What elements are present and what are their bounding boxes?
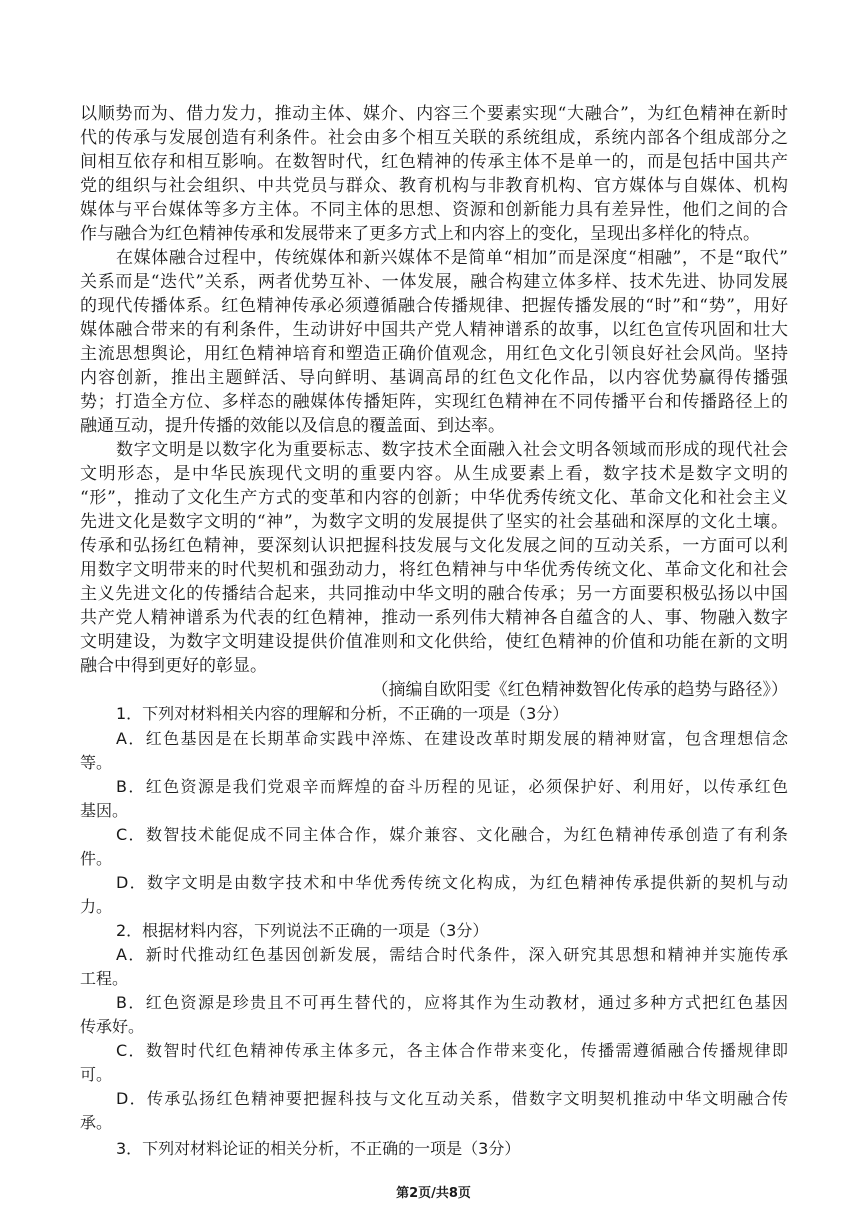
source-citation: （摘编自欧阳雯《红色精神数智化传承的趋势与路径》） <box>371 680 788 700</box>
passage-line: “形”，推动了文化生产方式的变革和内容的创新；中华优秀传统文化、革命文化和社会主义 <box>80 488 788 508</box>
passage-line: 媒体融合带来的有利条件，生动讲好中国共产党人精神谱系的故事，以红色宣传巩固和壮大 <box>80 320 788 340</box>
passage-line: 数字文明是以数字化为重要标志、数字技术全面融入社会文明各领域而形成的现代社会 <box>116 440 788 460</box>
passage-line: 关系而是“迭代”关系，两者优势互补、一体发展，融合构建立体多样、技术先进、协同发展 <box>80 272 788 292</box>
passage-line: 内容创新，推出主题鲜活、导向鲜明、基调高昂的红色文化作品，以内容优势赢得传播强 <box>80 368 788 388</box>
option-line: B．红色资源是我们党艰辛而辉煌的奋斗历程的见证，必须保护好、利用好，以传承红色 <box>116 777 788 796</box>
option-line: 件。 <box>80 849 113 868</box>
option-line: A．新时代推动红色基因创新发展，需结合时代条件，深入研究其思想和精神并实施传承 <box>116 945 788 964</box>
option-line: 基因。 <box>80 801 129 820</box>
passage-line: 融合中得到更好的彰显。 <box>80 656 267 676</box>
passage-line: 间相互依存和相互影响。在数智时代，红色精神的传承主体不是单一的，而是包括中国共产 <box>80 152 788 172</box>
option-line: A．红色基因是在长期革命实践中淬炼、在建设改革时期发展的精神财富，包含理想信念 <box>116 729 788 748</box>
passage-line: 在媒体融合过程中，传统媒体和新兴媒体不是简单“相加”而是深度“相融”，不是“取代” <box>116 248 788 268</box>
passage-line: 主流思想舆论，用红色精神培育和塑造正确价值观念，用红色文化引领良好社会风尚。坚持 <box>80 344 788 364</box>
option-line: 等。 <box>80 753 113 772</box>
option-line: 承。 <box>80 1113 113 1132</box>
passage-line: 用数字文明带来的时代契机和强劲动力，将红色精神与中华优秀传统文化、革命文化和社会 <box>80 560 788 580</box>
passage-line: 代的传承与发展创造有利条件。社会由多个相互关联的系统组成，系统内部各个组成部分之 <box>80 128 788 148</box>
option-line: C．数智时代红色精神传承主体多元，各主体合作带来变化，传播需遵循融合传播规律即 <box>116 1041 788 1060</box>
passage-line: 传承和弘扬红色精神，要深刻认识把握科技发展与文化发展之间的互动关系，一方面可以利 <box>80 536 788 556</box>
option-line: 工程。 <box>80 969 129 988</box>
page-number: 第2页/共8页 <box>396 1186 471 1201</box>
question-stem: 2．根据材料内容，下列说法不正确的一项是（3分） <box>116 921 489 940</box>
option-line: 可。 <box>80 1065 113 1084</box>
question-stem: 3．下列对材料论证的相关分析，不正确的一项是（3分） <box>116 1139 521 1158</box>
option-line: 传承好。 <box>80 1017 145 1036</box>
passage-line: 的现代传播体系。红色精神传承必须遵循融合传播规律、把握传播发展的“时”和“势”，用好 <box>80 296 788 316</box>
option-line: 力。 <box>80 897 113 916</box>
option-line: D．数字文明是由数字技术和中华优秀传统文化构成，为红色精神传承提供新的契机与动 <box>116 873 788 892</box>
passage-line: 势；打造全方位、多样态的融媒体传播矩阵，实现红色精神在不同传播平台和传播路径上的 <box>80 392 788 412</box>
passage-line: 先进文化是数字文明的“神”，为数字文明的发展提供了坚实的社会基础和深厚的文化土壤。 <box>80 512 788 532</box>
passage-line: 文明建设，为数字文明建设提供价值准则和文化供给，使红色精神的价值和功能在新的文明 <box>80 632 788 652</box>
passage-line: 媒体与平台媒体等多方主体。不同主体的思想、资源和创新能力具有差异性，他们之间的合 <box>80 200 788 220</box>
option-line: D．传承弘扬红色精神要把握科技与文化互动关系，借数字文明契机推动中华文明融合传 <box>116 1089 788 1108</box>
passage-line: 共产党人精神谱系为代表的红色精神，推动一系列伟大精神各自蕴含的人、事、物融入数字 <box>80 608 788 628</box>
passage-line: 文明形态，是中华民族现代文明的重要内容。从生成要素上看，数字技术是数字文明的 <box>80 464 788 484</box>
option-line: C．数智技术能促成不同主体合作，媒介兼容、文化融合，为红色精神传承创造了有利条 <box>116 825 788 844</box>
passage-line: 融通互动，提升传播的效能以及信息的覆盖面、到达率。 <box>80 416 505 436</box>
passage-line: 党的组织与社会组织、中共党员与群众、教育机构与非教育机构、官方媒体与自媒体、机构 <box>80 176 788 196</box>
passage-line: 作与融合为红色精神传承和发展带来了更多方式上和内容上的变化，呈现出多样化的特点。 <box>80 224 760 244</box>
passage-line: 主义先进文化的传播结合起来，共同推动中华文明的融合传承；另一方面要积极弘扬以中国 <box>80 584 788 604</box>
passage-line: 以顺势而为、借力发力，推动主体、媒介、内容三个要素实现“大融合”，为红色精神在新时 <box>80 104 788 124</box>
option-line: B．红色资源是珍贵且不可再生替代的，应将其作为生动教材，通过多种方式把红色基因 <box>116 993 788 1012</box>
question-stem: 1．下列对材料相关内容的理解和分析，不正确的一项是（3分） <box>116 704 569 723</box>
